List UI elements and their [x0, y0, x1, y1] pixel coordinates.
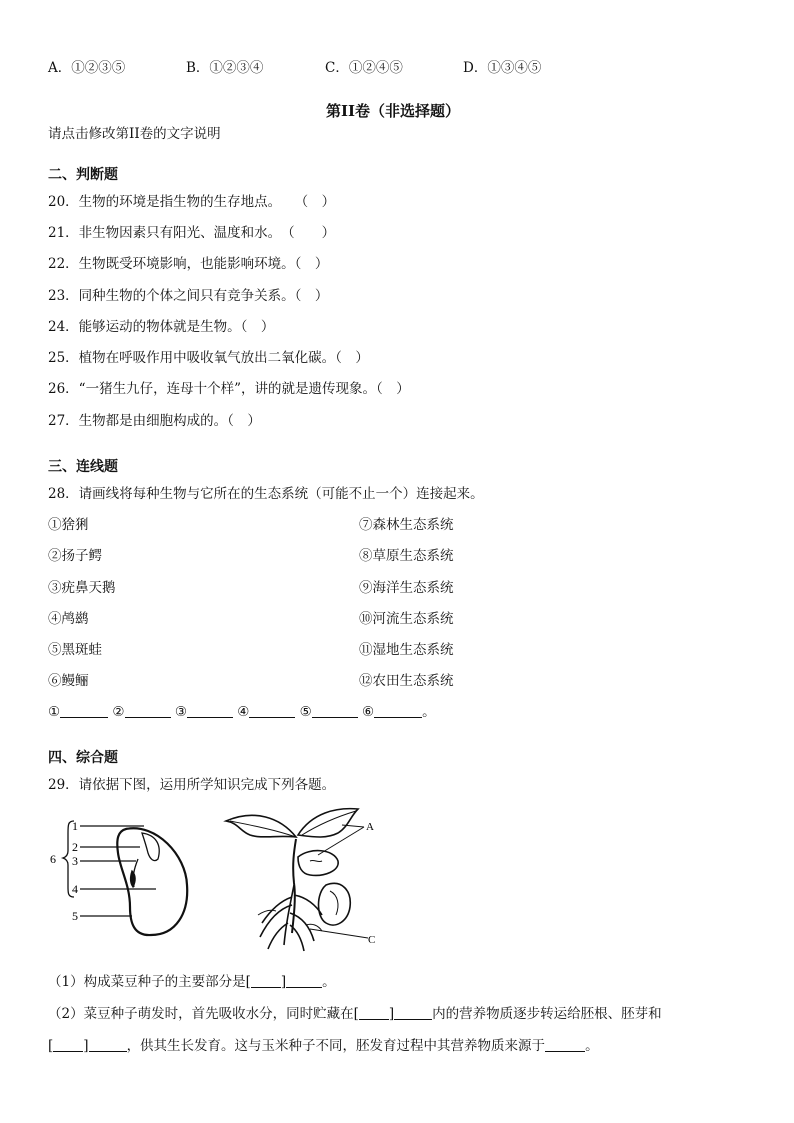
match-answer-line	[48, 700, 436, 720]
answer-mark: ⑤	[299, 704, 312, 720]
ecosystem-item: ⑧草原生态系统	[359, 548, 454, 564]
label-5: 5	[72, 909, 78, 923]
answer-blank[interactable]	[187, 703, 233, 718]
judge-item: 23．同种生物的个体之间只有竞争关系。（ ）	[48, 288, 329, 304]
q29-1-text-b: ]	[280, 974, 287, 990]
q29-2-text-d: [	[48, 1038, 54, 1054]
answer-mark: ④	[237, 704, 250, 720]
answer-mark: ②	[112, 704, 125, 720]
answer-blank[interactable]	[60, 703, 108, 718]
q29-2-blank-name-2[interactable]	[89, 1037, 127, 1052]
option-letter: A．	[48, 60, 72, 76]
question-29: 29．请依据下图，运用所学知识完成下列各题。	[48, 777, 336, 793]
section-comprehensive-title: 四、综合题	[48, 750, 118, 766]
option-letter: C．	[325, 60, 349, 76]
cotyledon	[298, 851, 338, 876]
label-4: 4	[72, 882, 78, 896]
part2-title: 第II卷（非选择题）	[326, 102, 461, 120]
organism-item: ③疣鼻天鹅	[48, 580, 116, 596]
answer-blank[interactable]	[125, 703, 171, 718]
label-3: 3	[72, 854, 78, 868]
label-6: 6	[50, 852, 56, 866]
q29-2-text-b: ]	[388, 1006, 395, 1022]
q29-2-text-e: ]	[83, 1038, 89, 1054]
option-c	[325, 56, 403, 76]
option-value: ①②③⑤	[71, 60, 126, 76]
q29-1-text-c: 。	[322, 974, 336, 990]
q29-2-blank-number-2[interactable]	[53, 1037, 83, 1052]
plumule-shape	[142, 833, 159, 861]
q29-2-text-c: 内的营养物质逐步转运给胚根、胚芽和	[432, 1006, 662, 1022]
q29-1-text-a: （1）构成菜豆种子的主要部分是[	[48, 974, 251, 990]
option-d	[463, 56, 541, 76]
answer-blank[interactable]	[312, 703, 358, 718]
ecosystem-item: ⑩河流生态系统	[359, 611, 454, 627]
q29-2-text-g: 。	[585, 1038, 599, 1054]
judge-item: 26．“一猪生九仔，连母十个样”，讲的就是遗传现象。（ ）	[48, 381, 410, 397]
answer-mark: ③	[174, 704, 187, 720]
organism-item: ⑥鳗鲡	[48, 673, 89, 689]
question-29-1	[48, 970, 336, 990]
seed-coat	[319, 883, 351, 925]
section-match-title: 三、连线题	[48, 459, 118, 475]
question-28: 28．请画线将每种生物与它所在的生态系统（可能不止一个）连接起来。	[48, 486, 484, 502]
answer-mark: ①	[48, 704, 61, 720]
label-a: A	[366, 821, 374, 833]
leader-c	[310, 929, 368, 938]
judge-item: 20．生物的环境是指生物的生存地点。 （ ）	[48, 194, 336, 210]
answer-blank[interactable]	[374, 703, 422, 718]
option-letter: D．	[463, 60, 488, 76]
label-c: C	[368, 934, 376, 946]
organism-item: ②扬子鳄	[48, 548, 102, 564]
question-29-2-line2	[48, 1034, 599, 1054]
ecosystem-item: ⑫农田生态系统	[359, 673, 454, 689]
option-a	[48, 56, 125, 76]
q29-2-blank-number-1[interactable]	[359, 1005, 389, 1020]
root-main	[284, 885, 294, 945]
organism-item: ④鸬鹚	[48, 611, 89, 627]
judge-item: 25．植物在呼吸作用中吸收氧气放出二氧化碳。（ ）	[48, 350, 369, 366]
label-2: 2	[72, 840, 78, 854]
q29-2-text-f: ，供其生长发育。这与玉米种子不同，胚发育过程中其营养物质来源于	[126, 1038, 546, 1054]
judge-item: 24．能够运动的物体就是生物。（ ）	[48, 319, 275, 335]
bean-seed-diagram	[46, 815, 196, 940]
option-value: ①②③④	[209, 60, 264, 76]
q29-2-blank-name-1[interactable]	[394, 1005, 432, 1020]
seed-outline	[117, 828, 187, 935]
option-value: ①③④⑤	[487, 60, 542, 76]
organism-item: ①猞猁	[48, 517, 89, 533]
q29-2-text-a: （2）菜豆种子萌发时，首先吸收水分，同时贮藏在[	[48, 1006, 359, 1022]
ecosystem-item: ⑪湿地生态系统	[359, 642, 454, 658]
section-judge-title: 二、判断题	[48, 167, 118, 183]
option-b	[186, 56, 263, 76]
q29-2-blank-source[interactable]	[545, 1037, 585, 1052]
option-letter: B．	[186, 60, 210, 76]
answer-mark: ⑥	[362, 704, 375, 720]
ecosystem-item: ⑨海洋生态系统	[359, 580, 454, 596]
judge-item: 22．生物既受环境影响，也能影响环境。（ ）	[48, 256, 329, 272]
bean-seedling-diagram	[218, 805, 388, 955]
organism-item: ⑤黑斑蛙	[48, 642, 102, 658]
option-value: ①②④⑤	[348, 60, 403, 76]
judge-item: 27．生物都是由细胞构成的。（ ）	[48, 413, 261, 429]
question-29-2-line1	[48, 1002, 662, 1022]
answer-end: 。	[422, 704, 436, 720]
q29-1-blank-number[interactable]	[251, 973, 281, 988]
part2-note: 请点击修改第II卷的文字说明	[48, 126, 221, 142]
ecosystem-item: ⑦森林生态系统	[359, 517, 454, 533]
label-1: 1	[72, 819, 78, 833]
judge-item: 21．非生物因素只有阳光、温度和水。 （ ）	[48, 225, 336, 241]
radicle-shape	[131, 871, 136, 887]
answer-blank[interactable]	[249, 703, 295, 718]
q29-1-blank-name[interactable]	[286, 973, 322, 988]
